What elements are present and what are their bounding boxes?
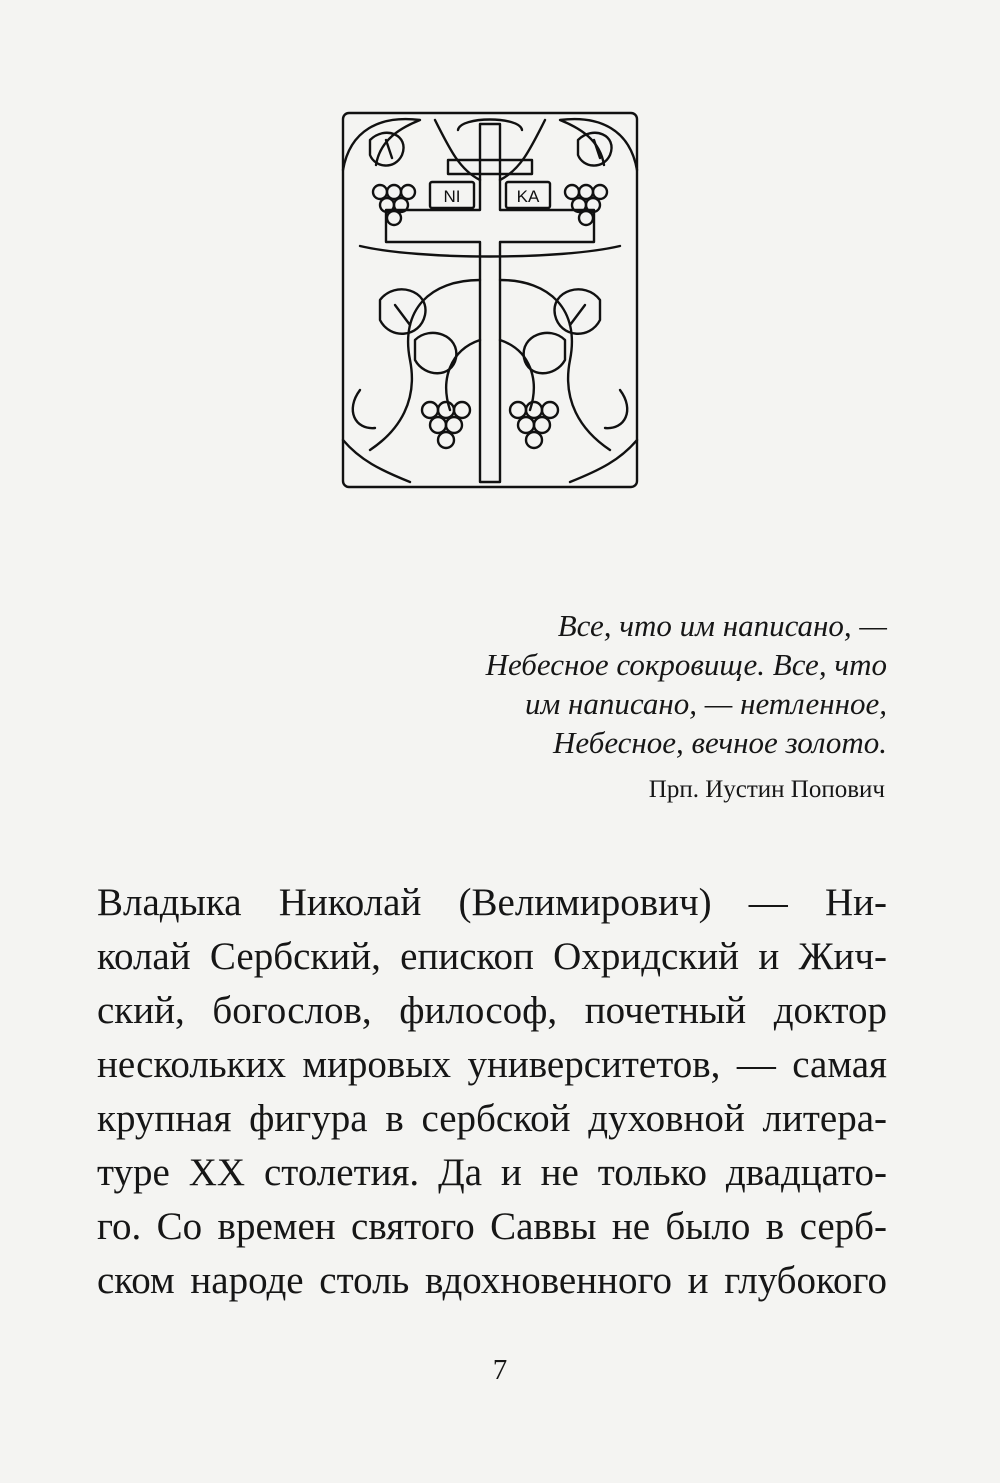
epigraph	[427, 606, 887, 804]
ornament-label-ka: KA	[516, 187, 540, 206]
cross-with-vines-icon	[340, 110, 640, 490]
body-line: туре XX столетия. Да и не только двадцато-	[97, 1151, 887, 1194]
ornament-label-ni: NI	[443, 187, 461, 206]
body-line: ский, богослов, философ, почетный доктор	[97, 989, 887, 1032]
body-paragraph	[97, 876, 887, 1308]
body-line: Владыка Николай (Велимирович) — Ни-	[97, 881, 887, 924]
page-number: 7	[492, 1354, 508, 1386]
body-line: крупная фигура в сербской духовной литера-	[97, 1097, 887, 1140]
body-line: ском народе столь вдохновенного и глубокого	[97, 1259, 887, 1302]
body-line: нескольких мировых университетов, — самая	[97, 1043, 887, 1086]
epigraph-author: Прп. Иустин Попович	[648, 776, 885, 803]
body-line: го. Со времен святого Саввы не было в серб-	[97, 1205, 887, 1248]
epigraph-quote: Все, что им написано, — Небесное сокровище. Все, что им написано, — нетленное, Небесное, вечное золото.	[485, 608, 887, 760]
body-line: колай Сербский, епископ Охридский и Жич-	[97, 935, 887, 978]
